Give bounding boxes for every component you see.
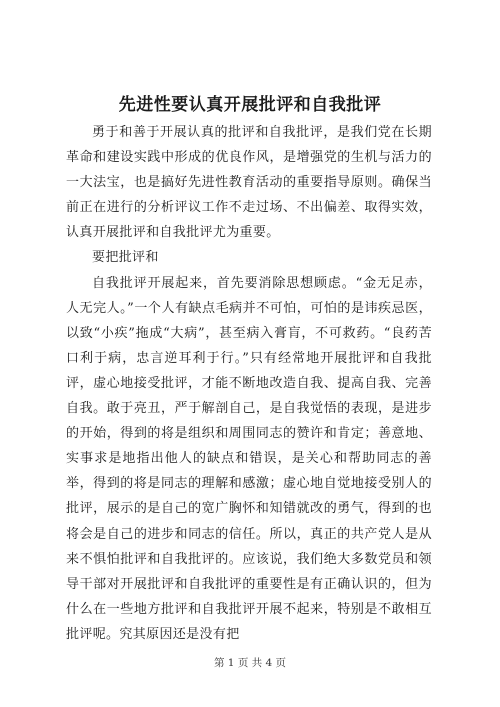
section-heading: 要把批评和 <box>92 250 159 266</box>
document-body <box>66 120 432 647</box>
page-title: 先进性要认真开展批评和自我批评 <box>118 95 382 115</box>
body-paragraph: 自我批评开展起来，首先要消除思想顾虑。“金无足赤，人无完人。”一个人有缺点毛病并不可怕，可怕的是讳疾忌医，以致“小疾”拖成“大病”，甚至病入膏肓，不可救药。“良药苦口利于病，忠言逆耳利于行。”只有经常地开展批评和自我批评，虚心地接受批评，才能不断地改造自我、提高自我、完善自我。敢于亮丑，严于解剖自己，是自我觉悟的表现，是进步的开始，得到的将是组织和周围同志的赞许和肯定；善意地、实事求是地指出他人的缺点和错误，是关心和帮助同志的善举，得到的将是同志的理解和感激；虚心地自觉地接受别人的批评，展示的是自己的宽广胸怀和知错就改的勇气，得到的也将会是自己的进步和同志的信任。所以，真正的共产党人是从来不惧怕批评和自我批评的。应该说，我们绝大多数党员和领导干部对开展批评和自我批评的重要性是有正确认识的，但为什么在一些地方批评和自我批评开展不起来，特别是不敢相互批评呢。究其原因还是没有把 <box>66 275 432 642</box>
intro-paragraph: 勇于和善于开展认真的批评和自我批评，是我们党在长期革命和建设实践中形成的优良作风，是增强党的生机与活力的一大法宝，也是搞好先进性教育活动的重要指导原则。确保当前正在进行的分析评议工作不走过场、不出偏差、取得实效，认真开展批评和自我批评尤为重要。 <box>66 125 432 241</box>
page-number-footer: 第 1 页 共 4 页 <box>213 657 287 669</box>
